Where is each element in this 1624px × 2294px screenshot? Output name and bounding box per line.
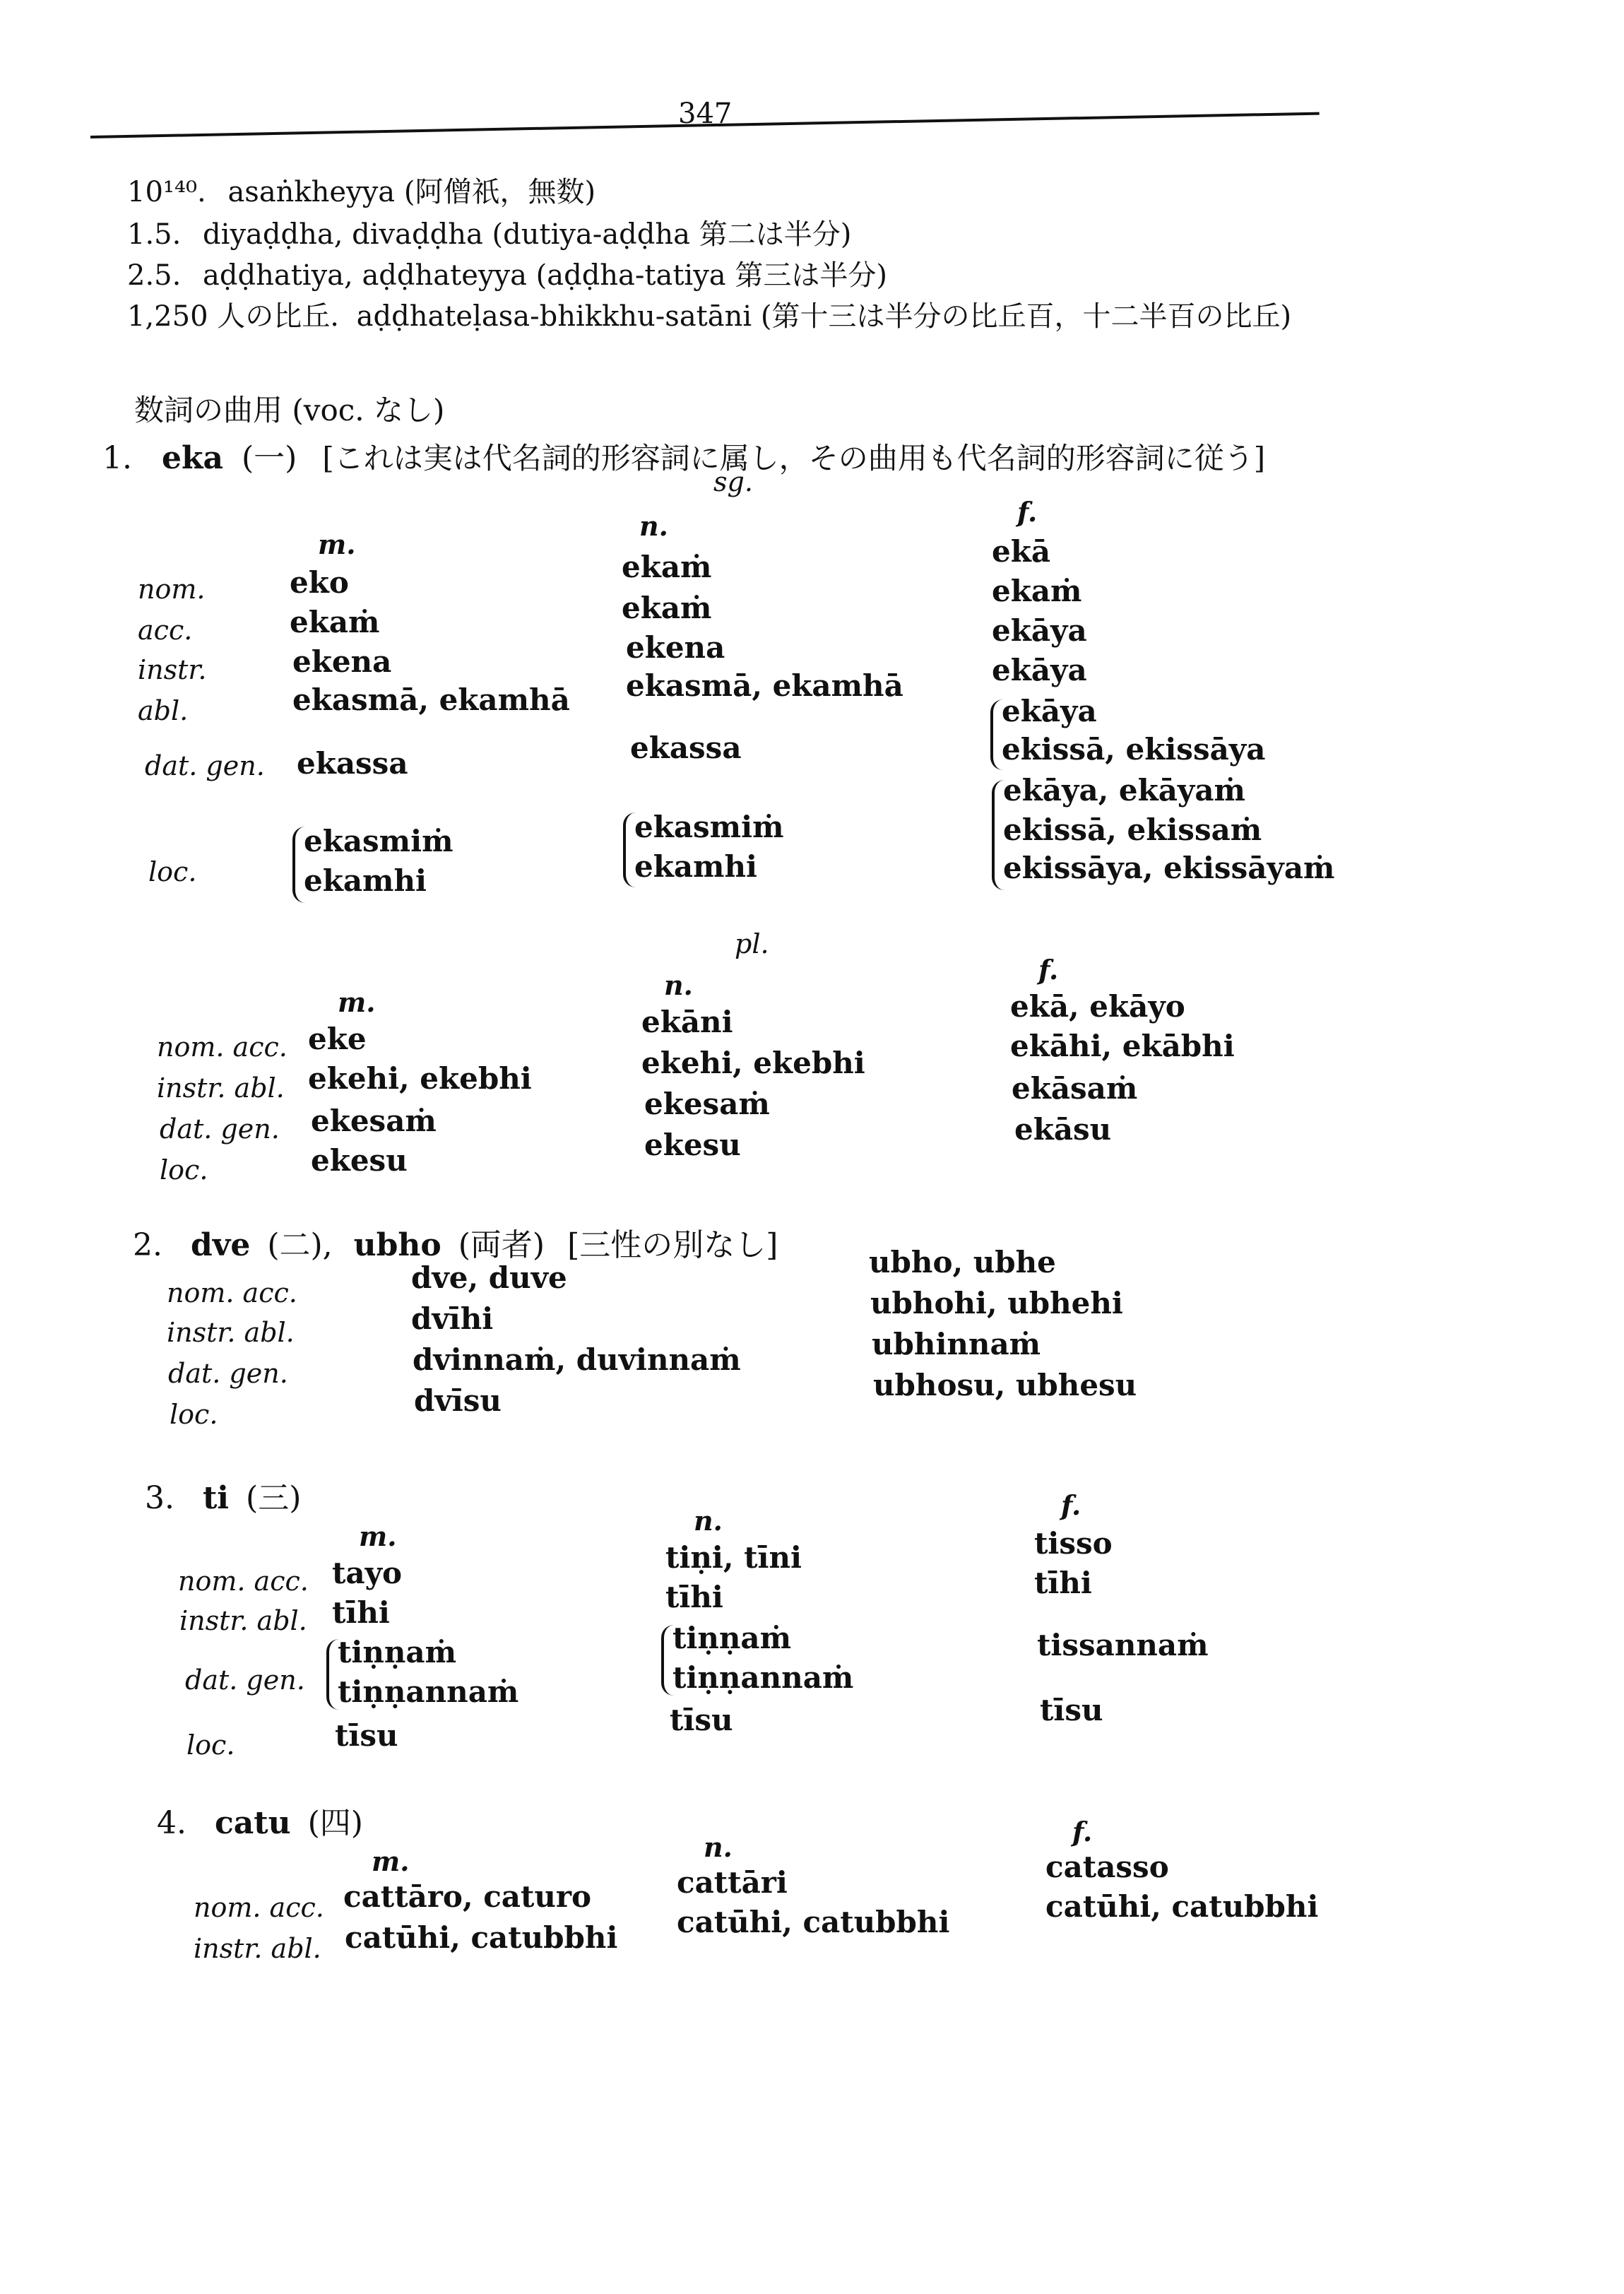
section-heading: 数詞の曲用 (voc. なし) (134, 393, 445, 427)
form-n: ekamhi (634, 849, 757, 884)
form-f: ekāya, ekāyaṁ (1003, 773, 1245, 808)
intro-line-1 (127, 170, 595, 210)
case-instr-abl: instr. abl. (167, 1317, 295, 1348)
form-ubho: ubhohi, ubhehi (870, 1286, 1123, 1320)
case-loc: loc. (148, 856, 197, 887)
form-f: catasso (1045, 1850, 1169, 1884)
form-f: tīsu (1040, 1693, 1103, 1727)
form-n: ekassa (630, 731, 742, 765)
case-loc: loc. (160, 1154, 208, 1186)
form-n: cattāri (677, 1865, 788, 1900)
form-m: tīsu (335, 1718, 398, 1753)
form-f: ekissā, ekissāya (1002, 732, 1266, 767)
dve-heading (133, 1219, 778, 1265)
form-f: ekissāya, ekissāyaṁ (1003, 851, 1335, 885)
dve-word: dve (190, 1227, 251, 1263)
form-n: ekehi, ekebhi (641, 1046, 865, 1080)
form-dve: dvīsu (414, 1383, 502, 1418)
form-f: tissannaṁ (1037, 1628, 1209, 1662)
page-number: 347 (678, 97, 733, 130)
form-m: ekesu (311, 1143, 408, 1178)
eka-sg-m-label: m. (318, 528, 356, 560)
ti-word: ti (202, 1480, 230, 1516)
form-m: tiṇṇaṁ (338, 1635, 457, 1669)
case-loc: loc. (186, 1730, 235, 1761)
form-n: tiṇṇaṁ (672, 1621, 792, 1655)
form-n: tiṇṇannaṁ (672, 1660, 854, 1695)
intro-line-2 (127, 212, 851, 252)
case-acc: acc. (138, 615, 193, 646)
form-m: ekasmā, ekamhā (292, 682, 570, 717)
eka-pl-n-label: n. (664, 969, 693, 1001)
form-m: ekasmiṁ (304, 824, 454, 858)
catu-m-label: m. (372, 1845, 410, 1877)
catu-heading (157, 1797, 363, 1843)
case-instr-abl: instr. abl. (157, 1072, 285, 1104)
intro-text: diyaḍḍha, divaḍḍha (dutiya-aḍḍha 第二は半分) (203, 218, 852, 251)
form-m: cattāro, caturo (343, 1879, 592, 1914)
case-loc: loc. (170, 1399, 218, 1430)
dve-number: 2. (133, 1227, 162, 1263)
intro-text: aḍḍhatiya, aḍḍhateyya (aḍḍha-tatiya 第三は半分) (203, 259, 887, 292)
form-ubho: ubhinnaṁ (872, 1327, 1041, 1361)
eka-sg-label: sg. (713, 466, 753, 497)
form-f: ekāsaṁ (1012, 1071, 1138, 1106)
eka-number: 1. (102, 440, 132, 476)
form-ubho: ubhosu, ubhesu (873, 1368, 1137, 1402)
case-nom-acc: nom. acc. (178, 1566, 309, 1597)
case-nom-acc: nom. acc. (194, 1892, 324, 1923)
form-m: eko (290, 565, 349, 600)
intro-number: 1.5. (127, 218, 182, 251)
form-n: ekaṁ (622, 550, 712, 584)
form-m: tīhi (332, 1595, 390, 1630)
catu-n-label: n. (704, 1831, 733, 1863)
form-ubho: ubho, ubhe (869, 1245, 1056, 1279)
form-f: ekaṁ (992, 574, 1082, 608)
case-instr-abl: instr. abl. (179, 1605, 307, 1636)
eka-note: [これは実は代名詞的形容詞に属し，その曲用も代名詞的形容詞に従う] (322, 441, 1266, 475)
intro-number: 2.5. (127, 259, 182, 292)
dve-gloss: (二), (267, 1227, 333, 1263)
form-f: tīhi (1034, 1566, 1092, 1600)
form-m: ekesaṁ (311, 1104, 437, 1138)
ubho-word: ubho (353, 1227, 441, 1263)
catu-f-label: f. (1072, 1816, 1093, 1847)
form-n: ekena (626, 630, 725, 665)
ti-number: 3. (145, 1480, 174, 1516)
form-f: ekāya (1002, 694, 1097, 728)
form-dve: dvīhi (411, 1301, 494, 1336)
form-n: ekesaṁ (644, 1087, 770, 1121)
form-n: catūhi, catubbhi (677, 1905, 950, 1939)
case-instr-abl: instr. abl. (194, 1933, 321, 1964)
form-f: ekāhi, ekābhi (1010, 1029, 1235, 1063)
intro-line-3 (127, 253, 887, 293)
case-nom-acc: nom. acc. (157, 1031, 288, 1063)
eka-sg-f-label: f. (1017, 496, 1038, 528)
form-dve: dve, duve (411, 1260, 567, 1295)
form-m: tayo (332, 1556, 403, 1590)
case-abl: abl. (138, 695, 189, 726)
form-m: eke (308, 1022, 367, 1056)
form-f: ekā (992, 534, 1051, 569)
ubho-gloss: (両者) (458, 1227, 545, 1263)
intro-number: 10¹⁴⁰. (127, 176, 206, 208)
form-n: tiṇi, tīni (665, 1540, 802, 1575)
form-dve: dvinnaṁ, duvinnaṁ (413, 1342, 741, 1377)
eka-sg-n-label: n. (639, 510, 668, 542)
form-m: ekassa (297, 746, 408, 781)
form-m: ekena (292, 644, 392, 679)
catu-gloss: (四) (307, 1805, 363, 1841)
ti-f-label: f. (1061, 1489, 1081, 1521)
case-instr: instr. (138, 654, 207, 685)
ti-n-label: n. (694, 1505, 723, 1537)
form-m: tiṇṇannaṁ (338, 1674, 519, 1709)
case-nom: nom. (138, 574, 206, 605)
form-n: ekāni (641, 1005, 733, 1039)
form-f: ekā, ekāyo (1010, 989, 1185, 1024)
catu-number: 4. (157, 1805, 186, 1841)
form-f: ekissā, ekissaṁ (1003, 812, 1262, 847)
form-m: ekamhi (304, 863, 427, 898)
form-n: ekaṁ (622, 591, 712, 625)
eka-gloss: (一) (241, 440, 297, 476)
intro-line-4 (127, 294, 1291, 334)
eka-pl-f-label: f. (1038, 954, 1059, 986)
eka-heading (102, 432, 1265, 478)
intro-text: aḍḍhateḷasa-bhikkhu-satāni (第十三は半分の比丘百，十二半百の比丘) (356, 300, 1292, 333)
dve-note: [三性の別なし] (567, 1227, 778, 1263)
ti-m-label: m. (359, 1520, 397, 1552)
case-dat-gen: dat. gen. (168, 1358, 288, 1389)
eka-pl-m-label: m. (338, 986, 376, 1018)
form-f: ekāya (992, 613, 1087, 648)
form-f: tisso (1034, 1526, 1113, 1561)
form-n: ekesu (644, 1128, 741, 1162)
form-n: ekasmiṁ (634, 810, 784, 844)
form-m: ekaṁ (290, 605, 380, 639)
form-m: ekehi, ekebhi (308, 1061, 532, 1096)
form-f: ekāsu (1014, 1112, 1112, 1147)
form-f: ekāya (992, 653, 1087, 687)
case-dat-gen: dat. gen. (160, 1113, 280, 1145)
form-n: tīhi (665, 1580, 723, 1614)
ti-gloss: (三) (246, 1480, 302, 1516)
form-n: ekasmā, ekamhā (626, 668, 903, 703)
ti-heading (145, 1472, 301, 1518)
form-n: tīsu (670, 1703, 733, 1737)
intro-number: 1,250 人の比丘. (127, 300, 339, 333)
case-nom-acc: nom. acc. (167, 1277, 297, 1308)
eka-pl-label: pl. (735, 928, 769, 959)
case-dat-gen: dat. gen. (145, 750, 265, 781)
case-dat-gen: dat. gen. (185, 1665, 305, 1696)
catu-word: catu (214, 1805, 291, 1841)
intro-text: asaṅkheyya (阿僧祇，無数) (227, 176, 596, 208)
form-m: catūhi, catubbhi (345, 1920, 618, 1955)
form-f: catūhi, catubbhi (1045, 1889, 1319, 1924)
eka-word: eka (161, 440, 223, 476)
